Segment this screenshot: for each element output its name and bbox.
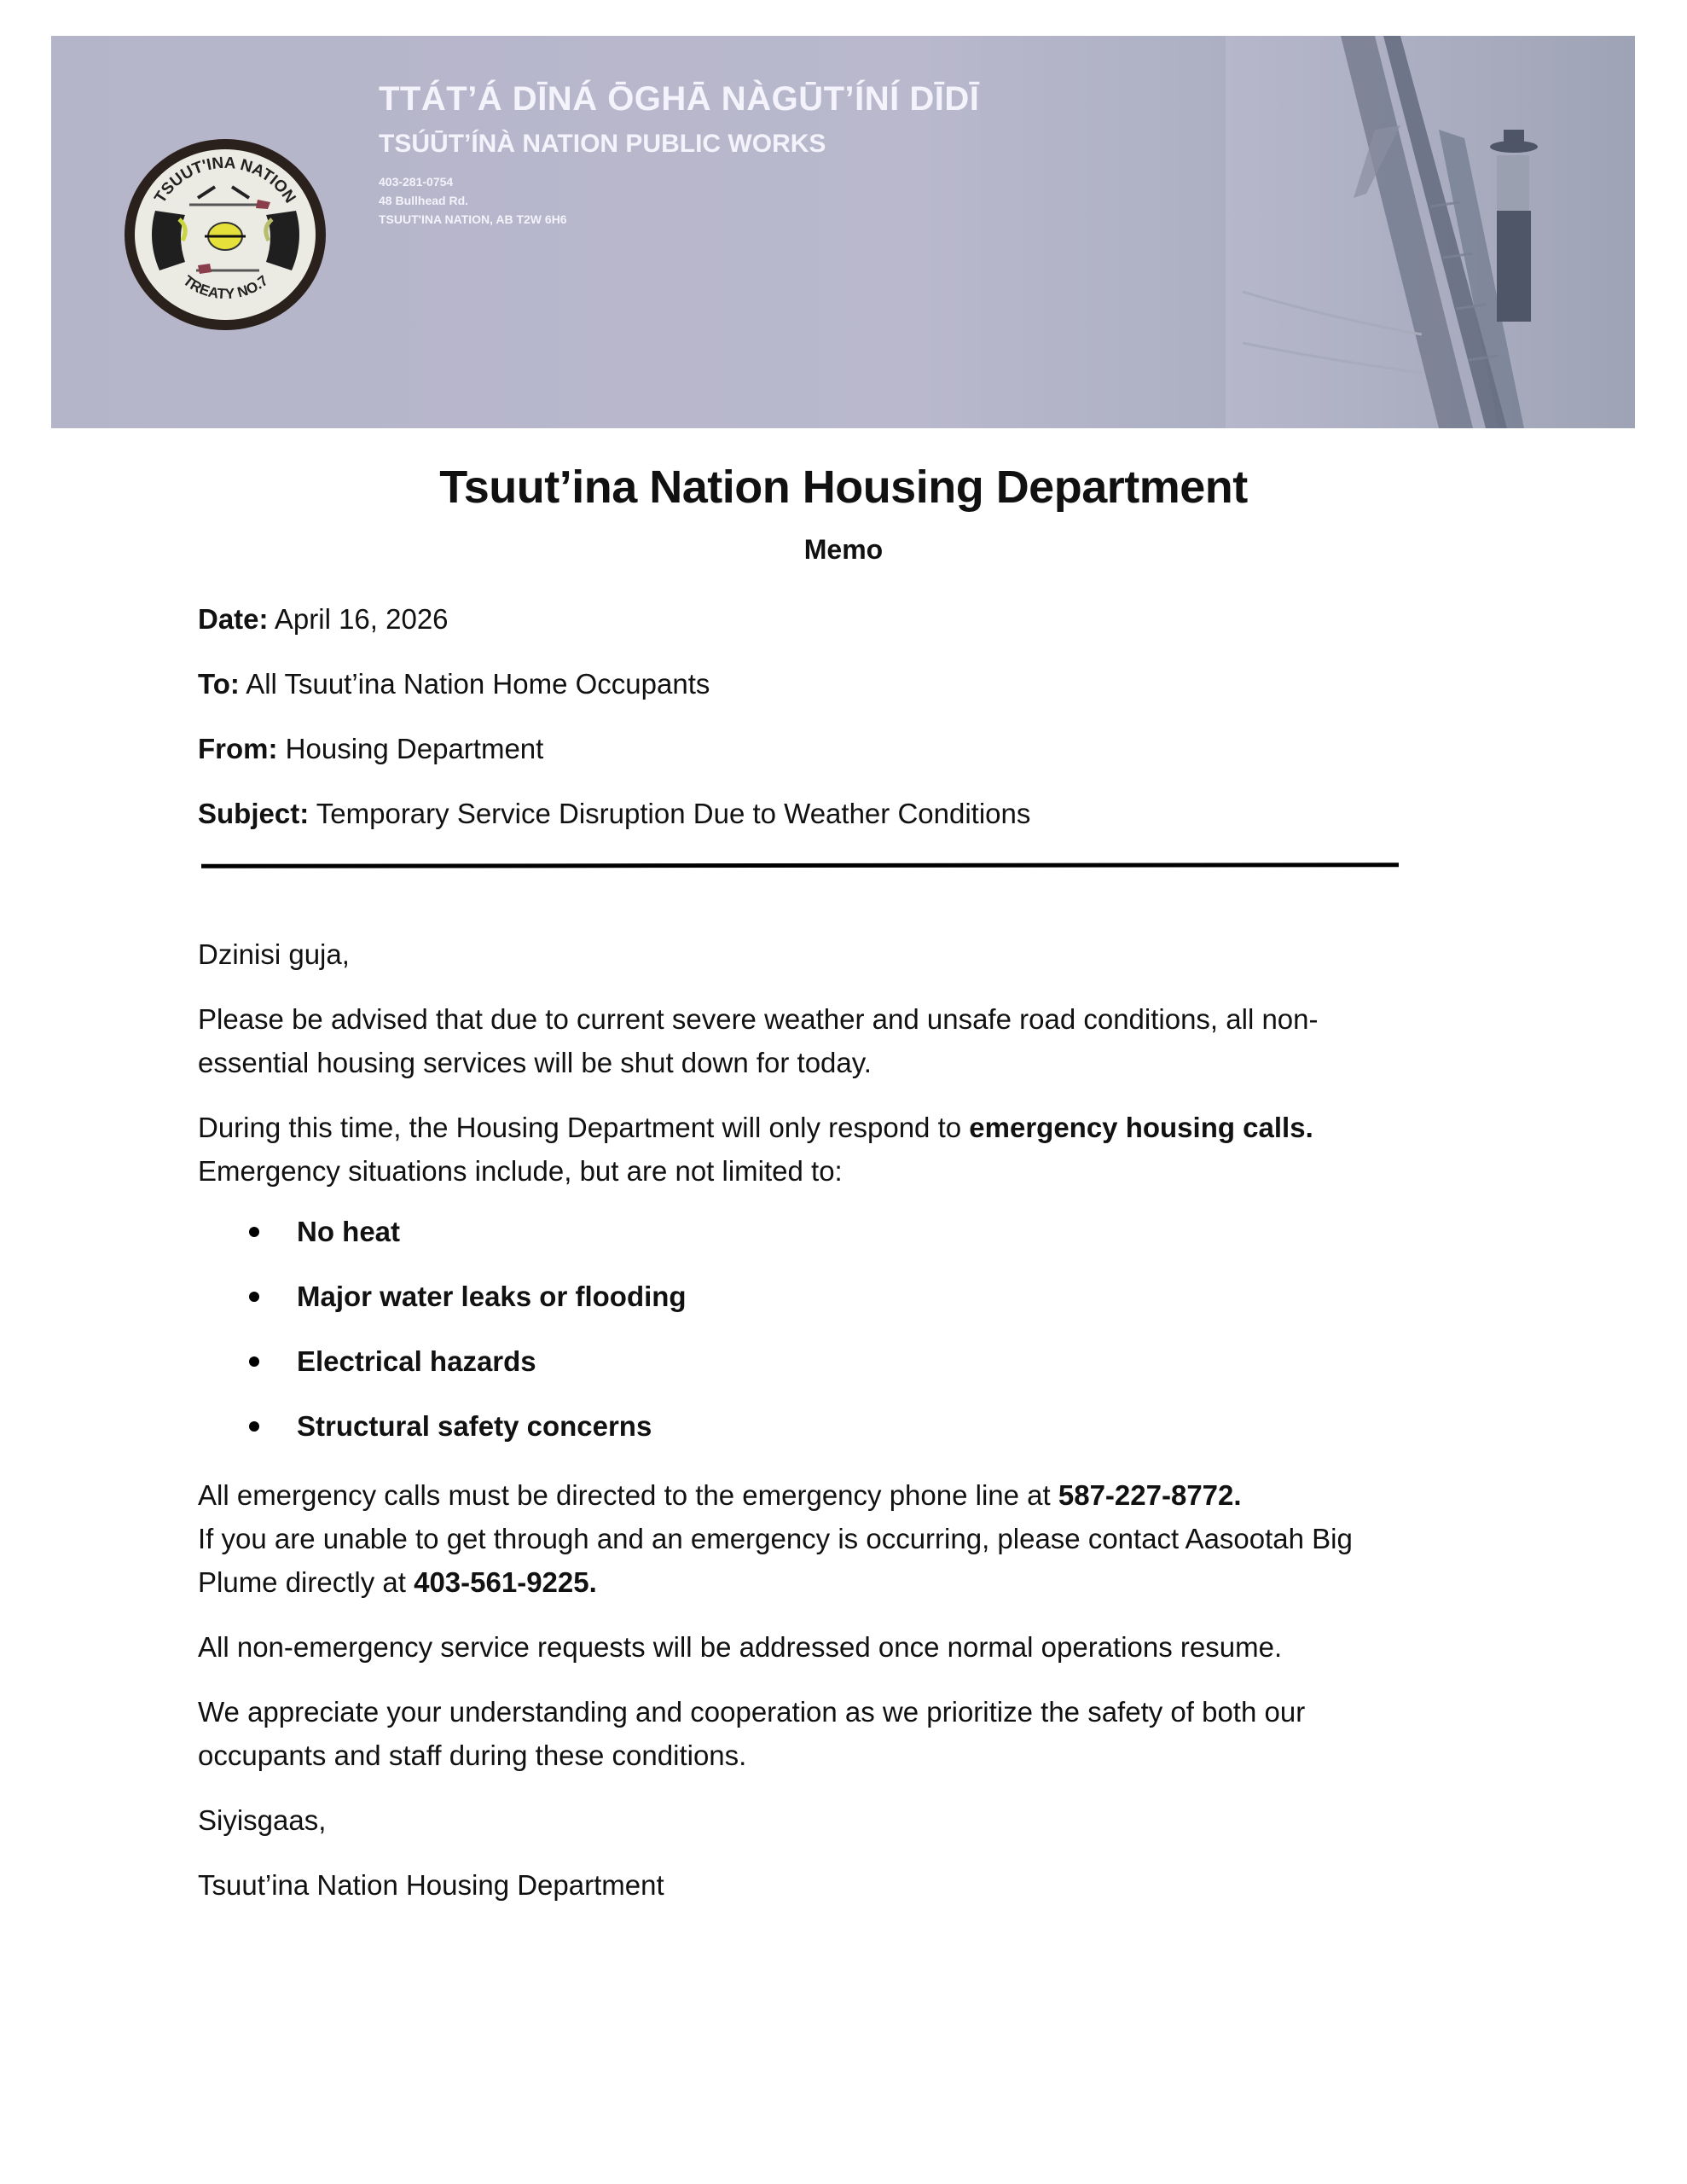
memo-field-label: To: — [198, 668, 240, 700]
svg-text:TSUUT'INA NATION: TSUUT'INA NATION — [151, 154, 299, 206]
memo-field-value: All Tsuut’ina Nation Home Occupants — [246, 668, 710, 700]
memo-field-label: From: — [198, 733, 278, 764]
memo-field-to — [198, 662, 710, 706]
paragraph-advisory-line1: Please be advised that due to current severe weather and unsafe road conditions, all non- — [198, 1003, 1319, 1035]
page-title: Tsuut’ina Nation Housing Department — [439, 462, 1248, 513]
letterhead-phone: 403-281-0754 — [379, 175, 454, 189]
direct-contact-phone-number: 403-561-9225. — [414, 1566, 597, 1598]
paragraph-non-emergency: All non-emergency service requests will be addressed once normal operations resume. — [198, 1631, 1283, 1663]
letterhead-address: 48 Bullhead Rd. — [379, 194, 469, 207]
letterhead-tsuutina-name: TTÁT’Á DĪNÁ ŌGHĀ NÀGŪT’ÍNÍ DĪDĪ — [379, 80, 980, 118]
list-item-text: Structural safety concerns — [297, 1410, 652, 1442]
page-subtitle: Memo — [803, 534, 884, 565]
memo-field-label: Subject: — [198, 798, 310, 829]
letterhead-city: TSUUT'INA NATION, AB T2W 6H6 — [379, 212, 567, 226]
paragraph-emergency-only-line1 — [198, 1106, 1313, 1149]
letterhead-banner — [51, 36, 1635, 428]
memo-field-value: April 16, 2026 — [274, 603, 449, 635]
bullet-icon — [249, 1356, 259, 1367]
text: During this time, the Housing Department will only respond to — [198, 1112, 970, 1143]
list-item-text: Major water leaks or flooding — [297, 1281, 687, 1312]
list-item-text: Electrical hazards — [297, 1345, 536, 1377]
signature: Tsuut’ina Nation Housing Department — [198, 1869, 664, 1901]
memo-field-date — [198, 597, 449, 641]
emergency-phone-number: 587-227-8772. — [1058, 1479, 1242, 1511]
memo-field-value: Housing Department — [285, 733, 544, 764]
text: All emergency calls must be directed to the emergency phone line at — [198, 1479, 1058, 1511]
bullet-icon — [249, 1421, 259, 1432]
paragraph-appreciation-line1: We appreciate your understanding and cooperation as we prioritize the safety of both our — [198, 1696, 1306, 1728]
letterhead-contact — [379, 172, 979, 229]
bullet-icon — [249, 1227, 259, 1237]
paragraph-contact-line3 — [198, 1560, 597, 1604]
memo-field-value: Temporary Service Disruption Due to Weather Conditions — [316, 798, 1031, 829]
paragraph-appreciation-line2: occupants and staff during these conditions. — [198, 1740, 747, 1771]
header-divider — [201, 863, 1399, 868]
memo-field-subject — [198, 792, 1030, 835]
memo-field-label: Date: — [198, 603, 269, 635]
paragraph-contact-line2: If you are unable to get through and an emergency is occurring, please contact Aasootah Big — [198, 1523, 1353, 1554]
text: Plume directly at — [198, 1566, 415, 1598]
paragraph-contact-line1 — [198, 1473, 1242, 1517]
paragraph-emergency-only-line2: Emergency situations include, but are not limited to: — [198, 1155, 843, 1187]
emphasis-emergency-calls: emergency housing calls. — [969, 1112, 1313, 1143]
letterhead-text — [379, 78, 979, 229]
greeting: Dzinisi guja, — [198, 938, 350, 970]
list-item-text: No heat — [297, 1216, 401, 1247]
memo-field-from — [198, 727, 543, 770]
svg-text:TREATY NO.7: TREATY NO.7 — [180, 272, 271, 303]
closing: Siyisgaas, — [198, 1804, 327, 1836]
nation-seal-logo — [121, 134, 330, 334]
paragraph-advisory-line2: essential housing services will be shut down for today. — [198, 1047, 872, 1078]
letterhead-department-name: TSÚŪT’ÍNÀ NATION PUBLIC WORKS — [379, 130, 826, 158]
tipi-photo-image — [1226, 36, 1635, 428]
bullet-icon — [249, 1292, 259, 1302]
